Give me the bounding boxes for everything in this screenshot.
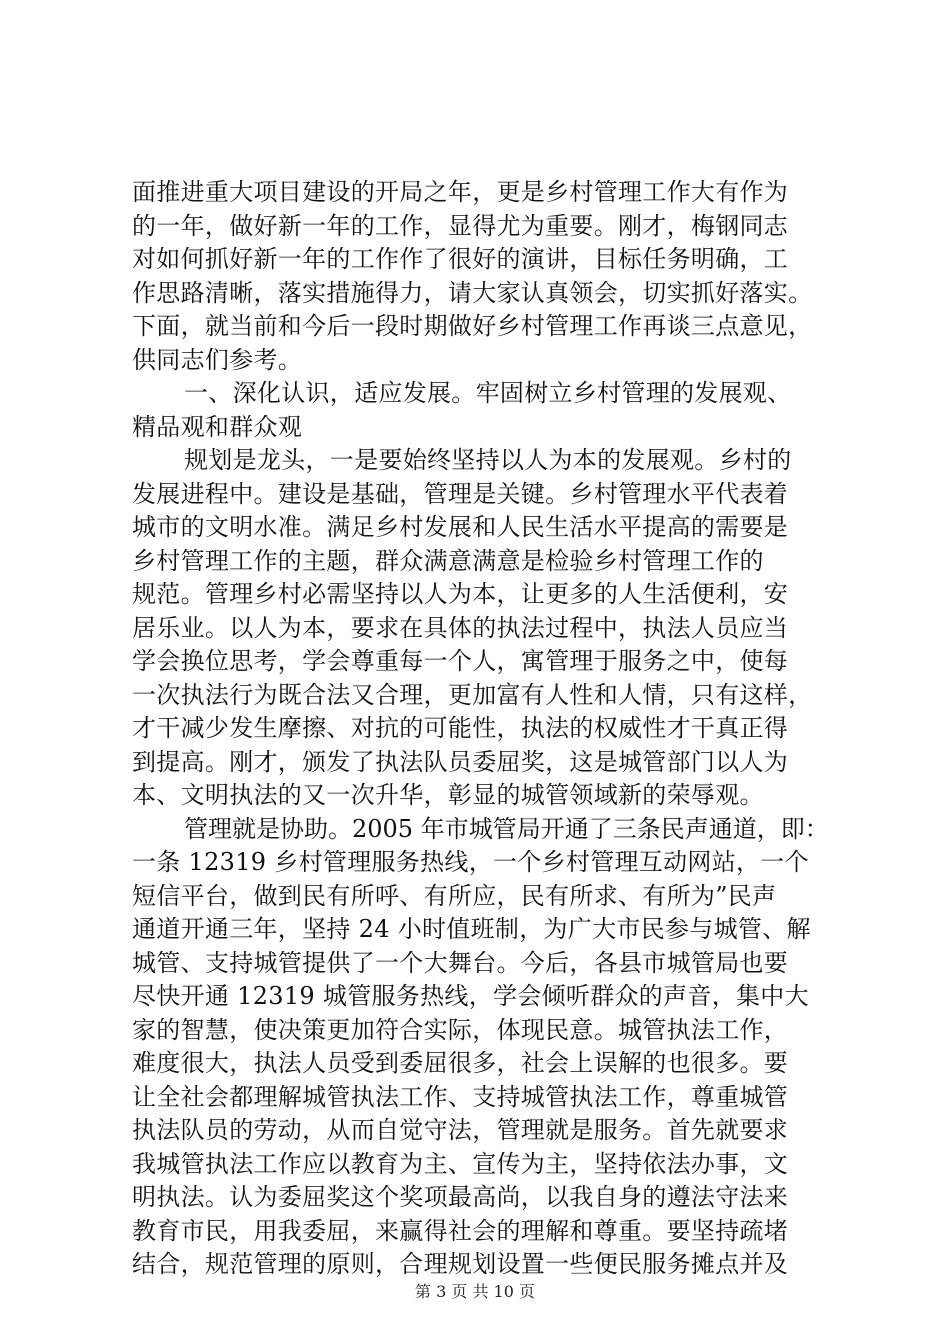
text-line: 城市的文明水准。满足乡村发展和人民生活水平提高的需要是 <box>132 513 789 541</box>
text-line: 规划是龙头，一是要始终坚持以人为本的发展观。乡村的 <box>184 446 792 474</box>
text-line: 规范。管理乡村必需坚持以人为本，让更多的人生活便利，安 <box>132 580 789 608</box>
text-line: 到提高。刚才，颁发了执法队员委屈奖，这是城管部门以人为 <box>132 747 789 776</box>
text-line: 城管、支持城管提供了一个大舞台。今后，各县市城管局也要 <box>132 948 789 977</box>
text-line: 的一年，做好新一年的工作，显得尤为重要。刚才，梅钢同志 <box>132 211 789 240</box>
text-line: 明执法。认为委屈奖这个奖项最高尚，以我自身的遵法守法来 <box>132 1183 789 1211</box>
text-line: 管理就是协助。2005 年市城管局开通了三条民声通道，即： <box>184 814 829 843</box>
text-line: 供同志们参考。 <box>132 345 303 374</box>
text-line: 执法队员的劳动，从而自觉守法，管理就是服务。首先就要求 <box>132 1116 789 1144</box>
text-line: 教育市民，用我委屈，来赢得社会的理解和尊重。要坚持疏堵 <box>132 1216 789 1245</box>
text-line: 学会换位思考，学会尊重每一个人，寓管理于服务之中，使每 <box>132 647 789 675</box>
text-line: 才干减少发生摩擦、对抗的可能性，执法的权威性才干真正得 <box>132 714 789 742</box>
text-line: 一次执法行为既合法又合理，更加富有人性和人情，只有这样， <box>132 680 813 709</box>
text-line: 面推进重大项目建设的开局之年，更是乡村管理工作大有作为 <box>132 178 789 206</box>
text-line: 一条 12319 乡村管理服务热线，一个乡村管理互动网站，一个 <box>132 848 809 876</box>
text-line: 一、深化认识，适应发展。牢固树立乡村管理的发展观、 <box>184 379 792 407</box>
text-line: 乡村管理工作的主题，群众满意满意是检验乡村管理工作的 <box>132 546 764 575</box>
text-line: 短信平台，做到民有所呼、有所应，民有所求、有所为”民声 <box>132 881 777 910</box>
text-line: 结合，规范管理的原则，合理规划设置一些便民服务摊点并及 <box>132 1250 789 1278</box>
text-line: 对如何抓好新一年的工作作了很好的演讲，目标任务明确，工 <box>132 245 789 273</box>
text-line: 居乐业。以人为本，要求在具体的执法过程中，执法人员应当 <box>132 613 789 642</box>
text-line: 本、文明执法的又一次升华，彰显的城管领域新的荣辱观。 <box>132 781 764 809</box>
text-line: 让全社会都理解城管执法工作、支持城管执法工作，尊重城管 <box>132 1082 789 1111</box>
text-line: 难度很大，执法人员受到委屈很多，社会上误解的也很多。要 <box>132 1049 789 1077</box>
text-line: 通道开通三年，坚持 24 小时值班制，为广大市民参与城管、解 <box>132 915 811 943</box>
page-footer: 第 3 页 共 10 页 <box>415 1282 535 1301</box>
text-line: 作思路清晰，落实措施得力，请大家认真领会，切实抓好落实。 <box>132 278 813 307</box>
text-line: 发展进程中。建设是基础，管理是关键。乡村管理水平代表着 <box>132 479 789 508</box>
text-line: 家的智慧，使决策更加符合实际，体现民意。城管执法工作， <box>132 1015 789 1044</box>
document-body <box>132 176 832 1282</box>
text-line: 下面，就当前和今后一段时期做好乡村管理工作再谈三点意见， <box>132 312 813 340</box>
text-line: 尽快开通 12319 城管服务热线，学会倾听群众的声音，集中大 <box>132 982 809 1010</box>
text-line: 精品观和群众观 <box>132 412 303 441</box>
text-line: 我城管执法工作应以教育为主、宣传为主，坚持依法办事，文 <box>132 1149 789 1178</box>
